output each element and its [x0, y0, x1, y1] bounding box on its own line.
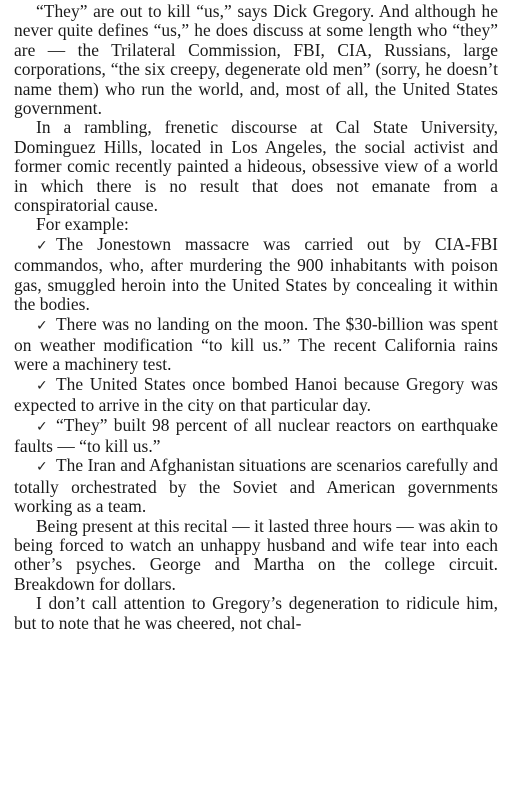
checkmark-icon: ✓ — [36, 418, 48, 435]
bullet-text: The Jonestown massacre was carried out by CIA-FBI commandos, who, after murdering the 900 inhabitants with poison gas, smuggled heroin into the United States by concealing it within the bodies. — [14, 233, 498, 315]
paragraph-discourse: In a rambling, frenetic discourse at Cal State University, Dominguez Hills, located in Los Angeles, the social activist and former comic recently painted a hideous, obsessive view of a world in which there is no result that does not emanate from a conspiratorial cause. — [14, 117, 498, 216]
bullet-item-moon-landing — [14, 315, 498, 375]
bullet-item-iran-afghanistan — [14, 456, 498, 516]
paragraph-closing: I don’t call attention to Gregory’s degeneration to ridicule him, but to note that he was cheered, not chal- — [14, 593, 498, 633]
article-column — [14, 2, 498, 633]
bullet-text: The United States once bombed Hanoi because Gregory was expected to arrive in the city on that particular day. — [14, 373, 498, 416]
bullet-text: The Iran and Afghanistan situations are scenarios carefully and totally orchestrated by the Soviet and American governments working as a team. — [14, 455, 498, 517]
bullet-text: “They” built 98 percent of all nuclear reactors on earthquake faults — “to kill us.” — [14, 414, 498, 456]
bullet-item-hanoi — [14, 375, 498, 416]
bullet-text: There was no landing on the moon. The $30-billion was spent on weather modification “to kill us.” The recent California rains were a machinery test. — [14, 313, 498, 375]
checkmark-icon: ✓ — [36, 317, 48, 334]
checkmark-icon: ✓ — [36, 377, 48, 394]
paragraph-intro: “They” are out to kill “us,” says Dick Gregory. And although he never quite defines “us,” he does discuss at some length who “they” are — the Trilateral Commission, FBI, CIA, Russians, large corporations, “the six creepy, degenerate old men” (sorry, he doesn’t name them) who run the world, and, most of all, the United States government. — [14, 1, 498, 119]
checkmark-icon: ✓ — [36, 237, 48, 254]
paragraph-recital: Being present at this recital — it lasted three hours — was akin to being forced to watch an unhappy husband and wife tear into each other’s psyches. George and Martha on the college circuit. Breakdown for dollars. — [14, 515, 498, 594]
paragraph-for-example: For example: — [36, 214, 129, 235]
bullet-item-jonestown — [14, 235, 498, 315]
bullet-item-nuclear-reactors — [14, 416, 498, 457]
checkmark-icon: ✓ — [36, 459, 48, 476]
